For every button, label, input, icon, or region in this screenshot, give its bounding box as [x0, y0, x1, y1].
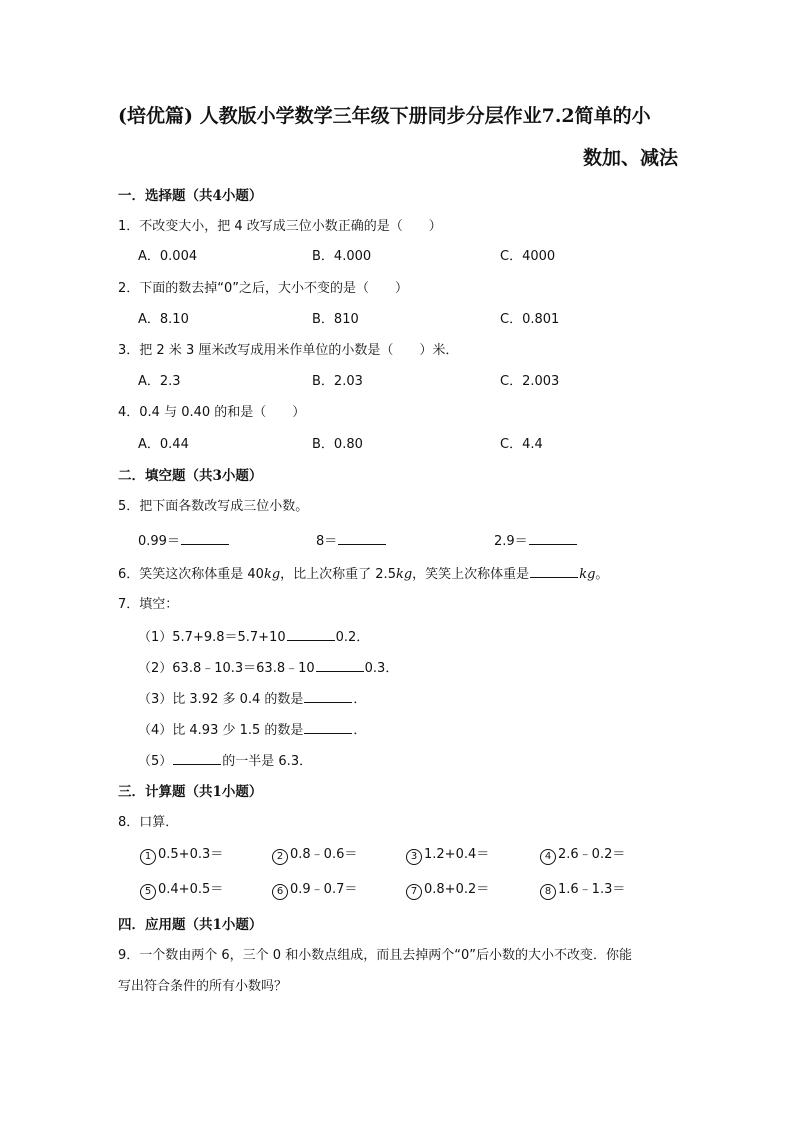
circled-number: 4 [540, 849, 556, 865]
question-9-line-2: 写出符合条件的所有小数吗？ [118, 979, 288, 994]
section-fill-heading: 二．填空题（共3小题） [118, 468, 263, 484]
title-line-1: (培优篇) 人教版小学数学三年级下册同步分层作业7.2简单的小 [118, 105, 651, 127]
q7-item-4-tail: ． [353, 723, 367, 738]
calc-expression: 0.8+0.2＝ [424, 882, 490, 897]
answer-blank[interactable] [287, 627, 335, 641]
q5-fill-1 [138, 531, 230, 551]
question-1: 1．不改变大小，把 4 改写成三位小数正确的是（ ） [118, 219, 442, 234]
question-2: 2．下面的数去掉“0”之后，大小不变的是（ ） [118, 281, 409, 296]
q3-option-a: A．2.3 [138, 374, 181, 389]
q5-fill-3-text: 2.9＝ [494, 534, 528, 549]
circled-number: 7 [406, 884, 422, 900]
q2-option-c: C．0.801 [500, 312, 560, 327]
q7-item-4-text: （4）比 4.93 少 1.5 的数是 [138, 723, 304, 738]
question-5: 5．把下面各数改写成三位小数。 [118, 499, 309, 514]
q2-option-b: B．810 [312, 312, 359, 327]
question-9-line-1: 9．一个数由两个 6，三个 0 和小数点组成，而且去掉两个“0”后小数的大小不改变．你能 [118, 948, 632, 963]
calc-item [540, 881, 625, 900]
title-line-2: 数加、减法 [582, 147, 678, 169]
q2-option-a: A．8.10 [138, 312, 189, 327]
q5-fill-3 [494, 531, 578, 551]
calc-expression: 0.9﹣0.7＝ [290, 882, 358, 897]
circled-number: 8 [540, 884, 556, 900]
calc-item [406, 881, 489, 900]
q7-item-5-tail: 的一半是 6.3． [222, 754, 313, 769]
calc-expression: 0.5+0.3＝ [158, 847, 224, 862]
answer-blank[interactable] [173, 751, 221, 765]
circled-number: 5 [140, 884, 156, 900]
answer-blank[interactable] [530, 564, 578, 578]
question-3: 3．把 2 米 3 厘米改写成用米作单位的小数是（ ）米． [118, 343, 459, 358]
calc-expression: 0.4+0.5＝ [158, 882, 224, 897]
q7-item-5 [138, 751, 312, 771]
answer-blank[interactable] [338, 531, 386, 545]
q1-option-b: B．4.000 [312, 249, 372, 264]
calc-expression: 1.6﹣1.3＝ [558, 882, 626, 897]
q1-option-c: C．4000 [500, 249, 556, 264]
q6-text-3: ，笑笑上次称体重是 [412, 567, 530, 582]
section-calc-heading: 三．计算题（共1小题） [118, 784, 263, 800]
section-choice-heading: 一．选择题（共4小题） [118, 188, 263, 204]
q3-option-b: B．2.03 [312, 374, 363, 389]
q7-item-2-tail: 0.3． [364, 661, 399, 676]
q4-option-c: C．4.4 [500, 437, 543, 452]
q6-text-4: 。 [595, 567, 609, 582]
q4-option-a: A．0.44 [138, 437, 189, 452]
calc-item [406, 846, 489, 865]
answer-blank[interactable] [304, 689, 352, 703]
q7-item-4 [138, 720, 366, 740]
section-application-heading: 四．应用题（共1小题） [118, 917, 263, 933]
q6-text-1: 6．笑笑这次称体重是 40 [118, 567, 264, 582]
q6-unit-3: kg [579, 567, 596, 582]
q7-item-2-text: （2）63.8﹣10.3＝63.8﹣10 [138, 661, 315, 676]
answer-blank[interactable] [304, 720, 352, 734]
answer-blank[interactable] [316, 658, 364, 672]
answer-blank[interactable] [181, 531, 229, 545]
q7-item-3 [138, 689, 366, 709]
answer-blank[interactable] [529, 531, 577, 545]
q5-fill-2-text: 8＝ [316, 534, 338, 549]
q7-item-1 [138, 627, 369, 647]
question-8: 8．口算． [118, 815, 179, 830]
q7-item-3-text: （3）比 3.92 多 0.4 的数是 [138, 692, 304, 707]
q7-item-5-text: （5） [138, 754, 173, 769]
circled-number: 6 [272, 884, 288, 900]
calc-item [272, 881, 357, 900]
q7-item-3-tail: ． [353, 692, 367, 707]
q6-text-2: ，比上次称重了 2.5 [280, 567, 396, 582]
calc-expression: 1.2+0.4＝ [424, 847, 490, 862]
calc-expression: 0.8﹣0.6＝ [290, 847, 358, 862]
q7-item-2 [138, 658, 398, 678]
question-7: 7．填空： [118, 597, 179, 612]
q6-unit-1: kg [263, 567, 281, 582]
question-4: 4．0.4 与 0.40 的和是（ ） [118, 405, 306, 420]
calc-item [140, 881, 223, 900]
calc-item [140, 846, 223, 865]
calc-item [540, 846, 625, 865]
q5-fill-1-text: 0.99＝ [138, 534, 180, 549]
q5-fill-2 [316, 531, 387, 551]
circled-number: 1 [140, 849, 156, 865]
question-6 [118, 564, 608, 584]
calc-expression: 2.6﹣0.2＝ [558, 847, 626, 862]
q7-item-1-tail: 0.2． [335, 630, 370, 645]
q3-option-c: C．2.003 [500, 374, 560, 389]
q1-option-a: A．0.004 [138, 249, 198, 264]
circled-number: 2 [272, 849, 288, 865]
circled-number: 3 [406, 849, 422, 865]
q7-item-1-text: （1）5.7+9.8＝5.7+10 [138, 630, 286, 645]
calc-item [272, 846, 357, 865]
q6-unit-2: kg [395, 567, 413, 582]
q4-option-b: B．0.80 [312, 437, 363, 452]
